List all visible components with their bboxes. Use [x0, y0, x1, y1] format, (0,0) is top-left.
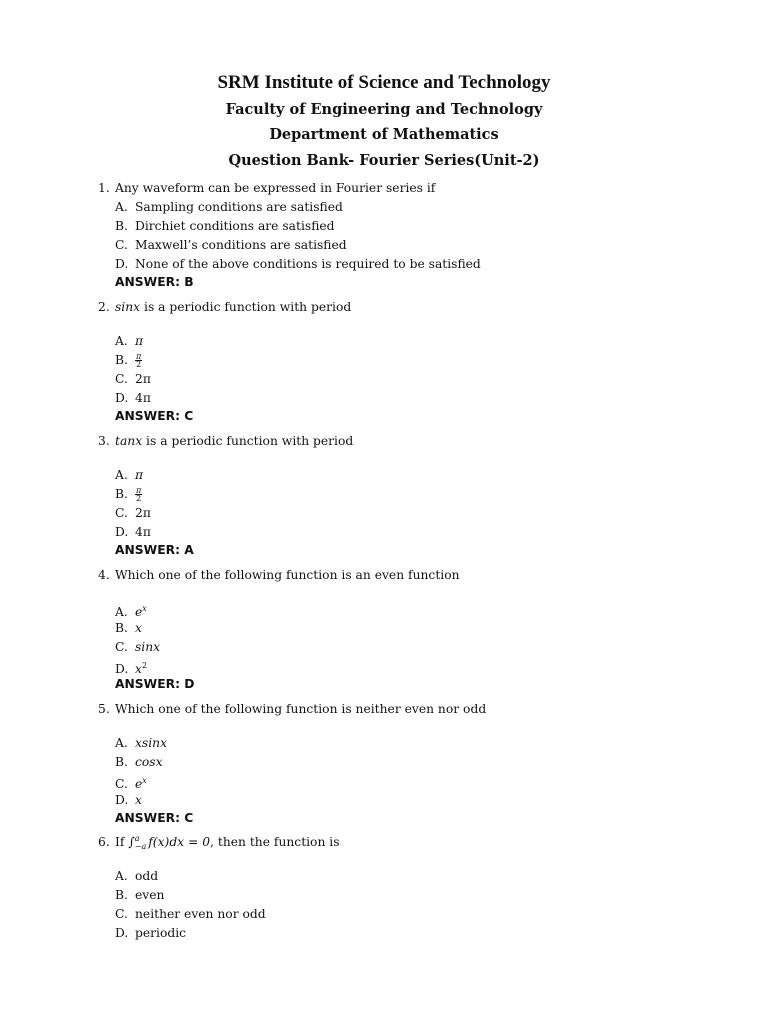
faculty-heading: Faculty of Engineering and Technology: [225, 101, 543, 118]
question-text: If ∫ a −a f(x)dx = 0, then the function is: [115, 833, 340, 851]
question-number: 1.: [98, 181, 110, 195]
option-b: B. Dirchiet conditions are satisfied: [115, 219, 335, 233]
question-number: 2.: [98, 300, 110, 314]
option-d: D. x: [115, 793, 142, 807]
option-d: D. 4π: [115, 525, 151, 539]
answer-label: ANSWER: D: [115, 677, 195, 691]
option-b: B. $\frac{\pi}{2}$: [115, 352, 142, 369]
integral-limits: a −a: [134, 833, 147, 851]
integral-sign: ∫: [128, 835, 135, 849]
answer-label: ANSWER: C: [115, 409, 194, 423]
question-bank-heading: Question Bank- Fourier Series(Unit-2): [228, 152, 540, 169]
document-title: SRM Institute of Science and Technology: [217, 72, 551, 93]
question-number: 5.: [98, 702, 110, 716]
answer-label: ANSWER: C: [115, 811, 194, 825]
question-text: Which one of the following function is neither even nor odd: [115, 702, 487, 716]
option-d: D. None of the above conditions is required to be satisfied: [115, 257, 481, 271]
option-d: D. $x^2$: [115, 661, 148, 677]
option-b: B. even: [115, 888, 165, 902]
option-c: C. $e^x$: [115, 776, 147, 792]
question-number: 3.: [98, 434, 110, 448]
option-a: A. odd: [115, 869, 159, 883]
question-text: sinx is a periodic function with period: [115, 300, 352, 314]
answer-label: ANSWER: B: [115, 275, 194, 289]
question-number: 6.: [98, 835, 110, 849]
option-c: C. neither even nor odd: [115, 907, 266, 921]
option-c: C. sinx: [115, 640, 161, 654]
question-text: Which one of the following function is an even function: [115, 568, 460, 582]
option-c: C. 2π: [115, 372, 151, 386]
option-d: D. 4π: [115, 391, 151, 405]
option-a: A. π: [115, 334, 144, 348]
option-b: B. cosx: [115, 755, 163, 769]
option-a: A. Sampling conditions are satisfied: [115, 200, 343, 214]
answer-label: ANSWER: A: [115, 543, 194, 557]
department-heading: Department of Mathematics: [269, 126, 499, 143]
option-a: A. $e^x$: [115, 604, 147, 620]
option-a: A. π: [115, 468, 144, 482]
question-text: tanx is a periodic function with period: [115, 434, 354, 448]
option-d: D. periodic: [115, 926, 187, 940]
question-number: 4.: [98, 568, 110, 582]
fraction: $\frac{\pi}{2}$: [136, 352, 142, 369]
fraction: $\frac{\pi}{2}$: [136, 486, 142, 503]
option-c: C. Maxwell’s conditions are satisfied: [115, 238, 347, 252]
option-b: B. $\frac{\pi}{2}$: [115, 486, 142, 503]
option-b: B. x: [115, 621, 142, 635]
option-a: A. xsinx: [115, 736, 168, 750]
question-text: Any waveform can be expressed in Fourier series if: [115, 181, 436, 195]
option-c: C. 2π: [115, 506, 151, 520]
